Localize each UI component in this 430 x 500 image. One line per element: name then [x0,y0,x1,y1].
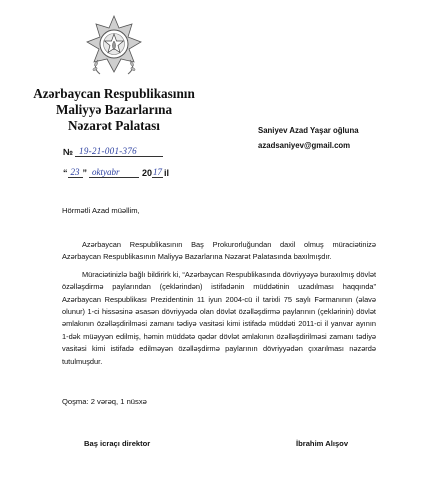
recipient-email: azadsaniyev@gmail.com [258,141,351,150]
letter-body [62,239,376,373]
salutation: Hörmətli Azad müəllim, [62,206,140,215]
org-line-2: Maliyyə Bazarlarına [55,102,173,117]
organization-header [12,86,216,134]
signatory-name: İbrahim Alışov [296,439,349,448]
org-line-3: Nəzarət Palatası [68,118,160,133]
reference-date [63,167,169,178]
handwritten-month: oktyabr [89,167,139,178]
signatory-title: Baş icraçı direktor [84,439,151,448]
attachment-note: Qoşma: 2 vərəq, 1 nüsxə [62,397,147,406]
handwritten-day: 23 [68,167,83,178]
handwritten-year: 17 [153,167,163,177]
reference-number [63,146,163,157]
handwritten-number: 19-21-001-376 [75,146,163,157]
date-close-quote: ” [82,168,87,178]
paragraph-1: Azərbaycan Respublikasının Baş Prokurorluğundan daxil olmuş müraciətinizə Azərbaycan Respublikasının Maliyyə Bazarlarına Nəzarət Palatasında baxılmışdır. [62,240,376,262]
date-suffix: il [164,168,170,178]
state-emblem-icon [84,14,144,78]
paragraph-2: Müraciətinizlə bağlı bildirirk ki, “Azərbaycan Respublikasında dövriyyəyə buraxılmış dövlət özəlləşdirmə paylarından (çeklərindən) istifadənin müddətinin uzadılması haqqında” Azərbaycan Respublikası Prezidentinin 11 iyun 2004-cü il tarixli 75 saylı Fərmanının (əlavə olunur) 1-ci hissəsinə əsasən dövriyyədə olan dövlət özəlləşdirmə paylarının (çeklərinin) dövlət əmlakının özəlləşdirilməsi zamanı tədiyə vasitəsi kimi istifadə müddəti 2011-ci il yanvar ayının 1-dək müəyyən edilmiş, həmin müddətə qədər dövlət əmlakının özəlləşdirilməsi zamanı tədiyə vasitəsi kimi istifadə edilməyən özəlləşdirmə paylarının dövriyyədən çıxarılması nəzərdə tutulmuşdur. [62,269,376,366]
org-line-1: Azərbaycan Respublikasının [33,86,195,101]
date-year-prefix: 20 [142,168,153,178]
recipient-name: Saniyev Azad Yaşar oğluna [258,126,359,135]
number-prefix: № [63,147,74,157]
recipient-block [258,123,359,153]
date-open-quote: “ [63,168,68,178]
